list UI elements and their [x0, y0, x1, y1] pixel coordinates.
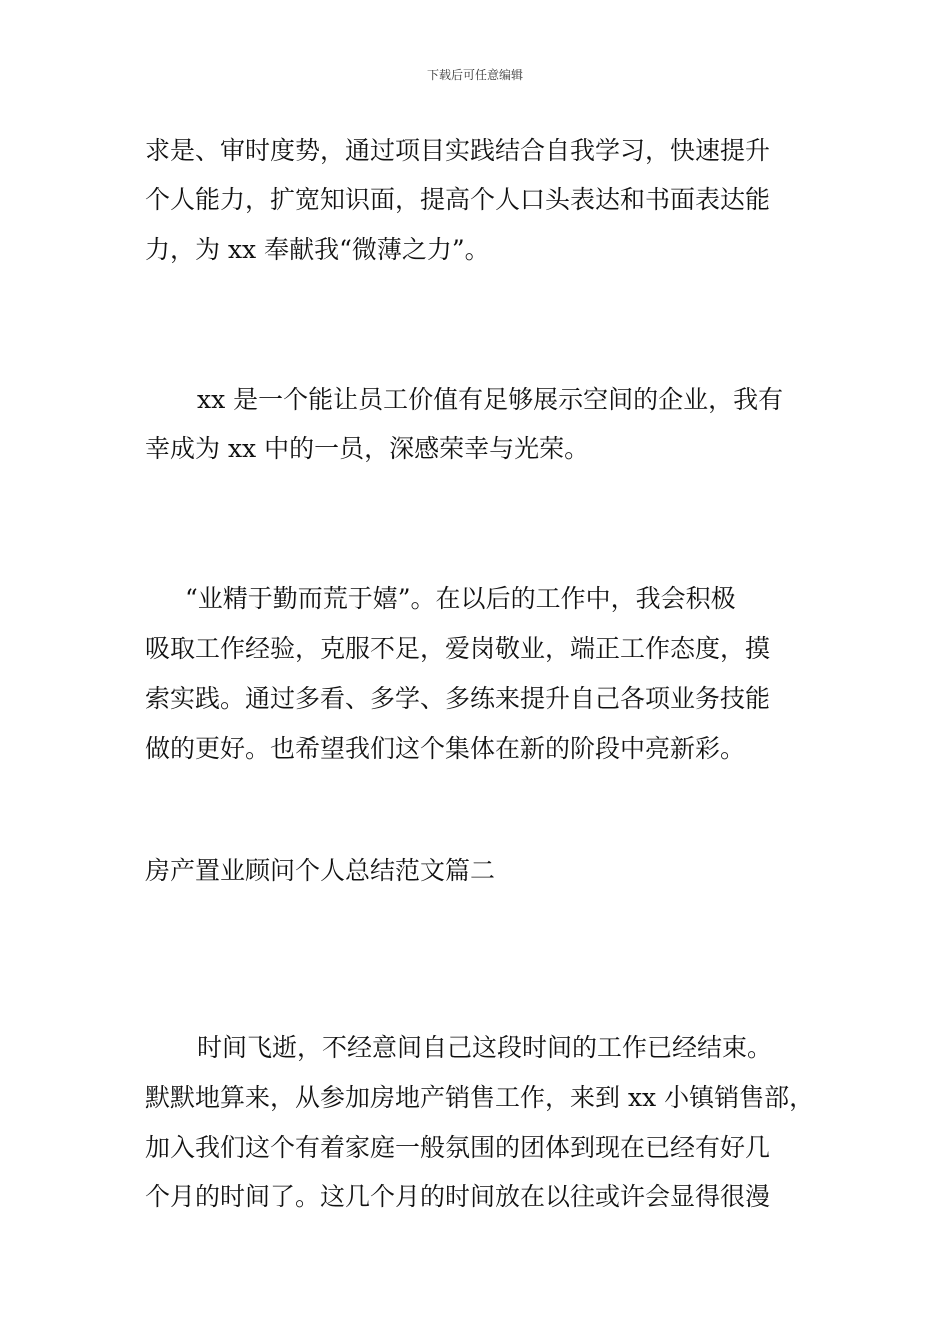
paragraph-line: xx 是一个能让员工价值有足够展示空间的企业，我有	[197, 385, 784, 414]
paragraph-line: 做的更好。也希望我们这个集体在新的阶段中亮新彩。	[145, 734, 746, 763]
paragraph-line: 个月的时间了。这几个月的时间放在以往或许会显得很漫	[145, 1182, 771, 1211]
paragraph-line: 幸成为 xx 中的一员，深感荣幸与光荣。	[145, 434, 590, 463]
paragraph-line: 求是、审时度势，通过项目实践结合自我学习，快速提升	[145, 136, 771, 165]
paragraph-line: 加入我们这个有着家庭一般氛围的团体到现在已经有好几	[145, 1133, 771, 1162]
paragraph-line: 默默地算来，从参加房地产销售工作，来到 xx 小镇销售部，	[145, 1083, 815, 1112]
paragraph-line: 时间飞逝，不经意间自己这段时间的工作已经结束。	[197, 1033, 773, 1062]
paragraph-line: 力，为 xx 奉献我“微薄之力”。	[145, 235, 490, 264]
section-heading: 房产置业顾问个人总结范文篇二	[145, 856, 496, 885]
paragraph-line: 个人能力，扩宽知识面，提高个人口头表达和书面表达能	[145, 185, 771, 214]
page-header: 下载后可任意编辑	[426, 68, 523, 82]
paragraph-line: 吸取工作经验，克服不足，爱岗敬业，端正工作态度，摸	[145, 634, 771, 663]
paragraph-line: 索实践。通过多看、多学、多练来提升自己各项业务技能	[145, 684, 771, 713]
paragraph-line: “业精于勤而荒于嬉”。在以后的工作中，我会积极	[185, 584, 736, 613]
